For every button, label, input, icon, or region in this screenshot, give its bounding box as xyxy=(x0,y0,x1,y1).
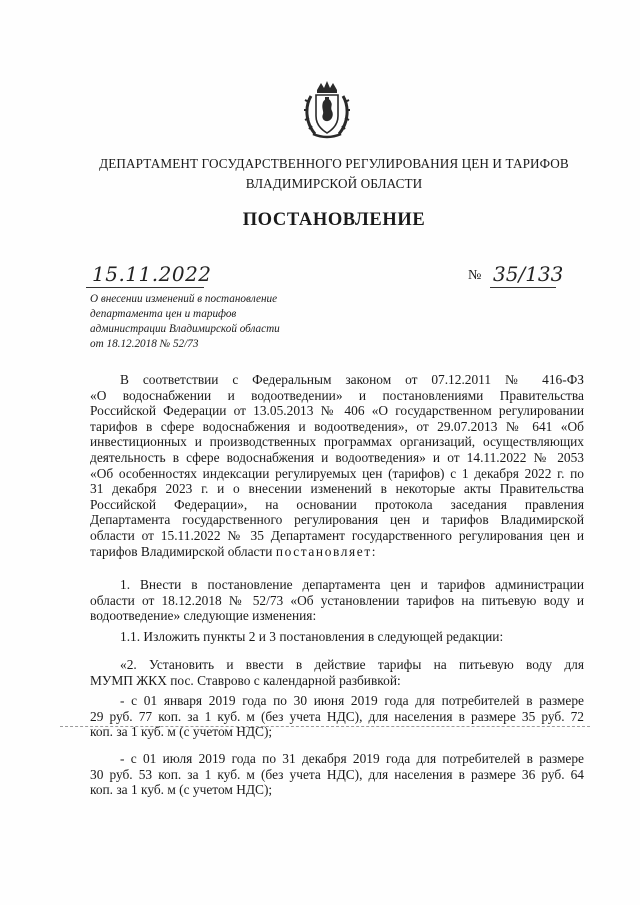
item-1-1-paragraph xyxy=(90,629,584,645)
subject-line: от 18.12.2018 № 52/73 xyxy=(90,338,199,350)
paragraph-line: «О водоснабжении и водоотведении» и постановлениями Правительства xyxy=(90,387,584,403)
subject-line: департамента цен и тарифов xyxy=(90,308,237,320)
paragraph-line: Департамента государственного регулирования цен и тарифов Владимирской xyxy=(90,512,584,528)
subject-line: администрации Владимирской области xyxy=(90,323,280,335)
document-date: 15.11.2022 xyxy=(92,262,212,286)
paragraph-line: области от 18.12.2018 № 52/73 «Об установлении тарифов на питьевую воду и xyxy=(90,592,584,608)
number-underline xyxy=(490,287,556,288)
paragraph-line: инвестиционных и производственных программах организаций, осуществляющих xyxy=(90,434,584,450)
coat-of-arms-emblem xyxy=(303,80,351,142)
paragraph-line: тарифов в сфере водоснабжения и водоотведения», от 29.07.2013 № 641 «Об xyxy=(90,418,584,434)
item-1-paragraph xyxy=(90,577,584,624)
paragraph-line: 1.1. Изложить пункты 2 и 3 постановления в следующей редакции: xyxy=(120,629,504,644)
paragraph-line: 1. Внести в постановление департамента цен и тарифов администрации xyxy=(120,577,584,592)
subject-line: О внесении изменений в постановление xyxy=(90,293,278,305)
document-type-title: ПОСТАНОВЛЕНИЕ xyxy=(242,210,426,230)
paragraph-line: области от 15.11.2022 № 35 Департамент государственного регулирования цен и xyxy=(90,527,584,543)
paragraph-line: коп. за 1 куб. м (с учетом НДС); xyxy=(90,782,273,798)
department-name-line2: ВЛАДИМИРСКОЙ ОБЛАСТИ xyxy=(245,176,423,191)
paragraph-line: МУМП ЖКХ пос. Ставрово с календарной разбивкой: xyxy=(90,672,401,688)
resolves-keyword: постановляет: xyxy=(275,543,378,559)
preamble-last-prefix: тарифов Владимирской области xyxy=(90,543,276,559)
paragraph-line: 29 руб. 77 коп. за 1 куб. м (без учета НДС), для населения в размере 35 руб. 72 xyxy=(90,708,584,724)
period-2-paragraph xyxy=(90,751,584,798)
date-underline xyxy=(86,287,204,288)
scan-dash-artifact xyxy=(60,726,590,727)
paragraph-line: деятельность в сфере водоснабжения и водоотведения» и от 14.11.2022 № 2053 xyxy=(90,449,584,465)
paragraph-line: водоотведение» следующие изменения: xyxy=(90,608,317,624)
paragraph-line xyxy=(90,544,584,560)
paragraph-line: - с 01 января 2019 года по 30 июня 2019 года для потребителей в размере xyxy=(120,693,584,708)
paragraph-line: - с 01 июля 2019 года по 31 декабря 2019 года для потребителей в размере xyxy=(120,751,584,766)
item-2-paragraph xyxy=(90,657,584,688)
paragraph-line: Российской Федерации», на основании протокола заседания правления xyxy=(90,496,584,512)
paragraph-line: коп. за 1 куб. м (с учетом НДС); xyxy=(90,724,273,740)
paragraph-line: «Об особенностях индексации регулируемых цен (тарифов) с 1 декабря 2022 г. по xyxy=(90,465,584,481)
department-name-line1: ДЕПАРТАМЕНТ ГОСУДАРСТВЕННОГО РЕГУЛИРОВАНИЯ ЦЕН И ТАРИФОВ xyxy=(99,156,569,171)
paragraph-line: Российской Федерации от 13.05.2013 № 406 «О государственном регулировании xyxy=(90,403,584,419)
period-1-paragraph xyxy=(90,693,584,740)
paragraph-line: 30 руб. 53 коп. за 1 куб. м (без учета НДС), для населения в размере 36 руб. 64 xyxy=(90,766,584,782)
paragraph-line: «2. Установить и ввести в действие тарифы на питьевую воду для xyxy=(120,657,584,672)
document-number: 35/133 xyxy=(493,262,564,286)
number-label: № xyxy=(468,268,482,283)
paragraph-line: В соответствии с Федеральным законом от 07.12.2011 № 416-ФЗ xyxy=(120,372,584,387)
preamble-paragraph xyxy=(90,372,584,559)
document-subject xyxy=(90,292,280,352)
paragraph-line: 31 декабря 2023 г. и о внесении изменений в некоторые акты Правительства xyxy=(90,481,584,497)
